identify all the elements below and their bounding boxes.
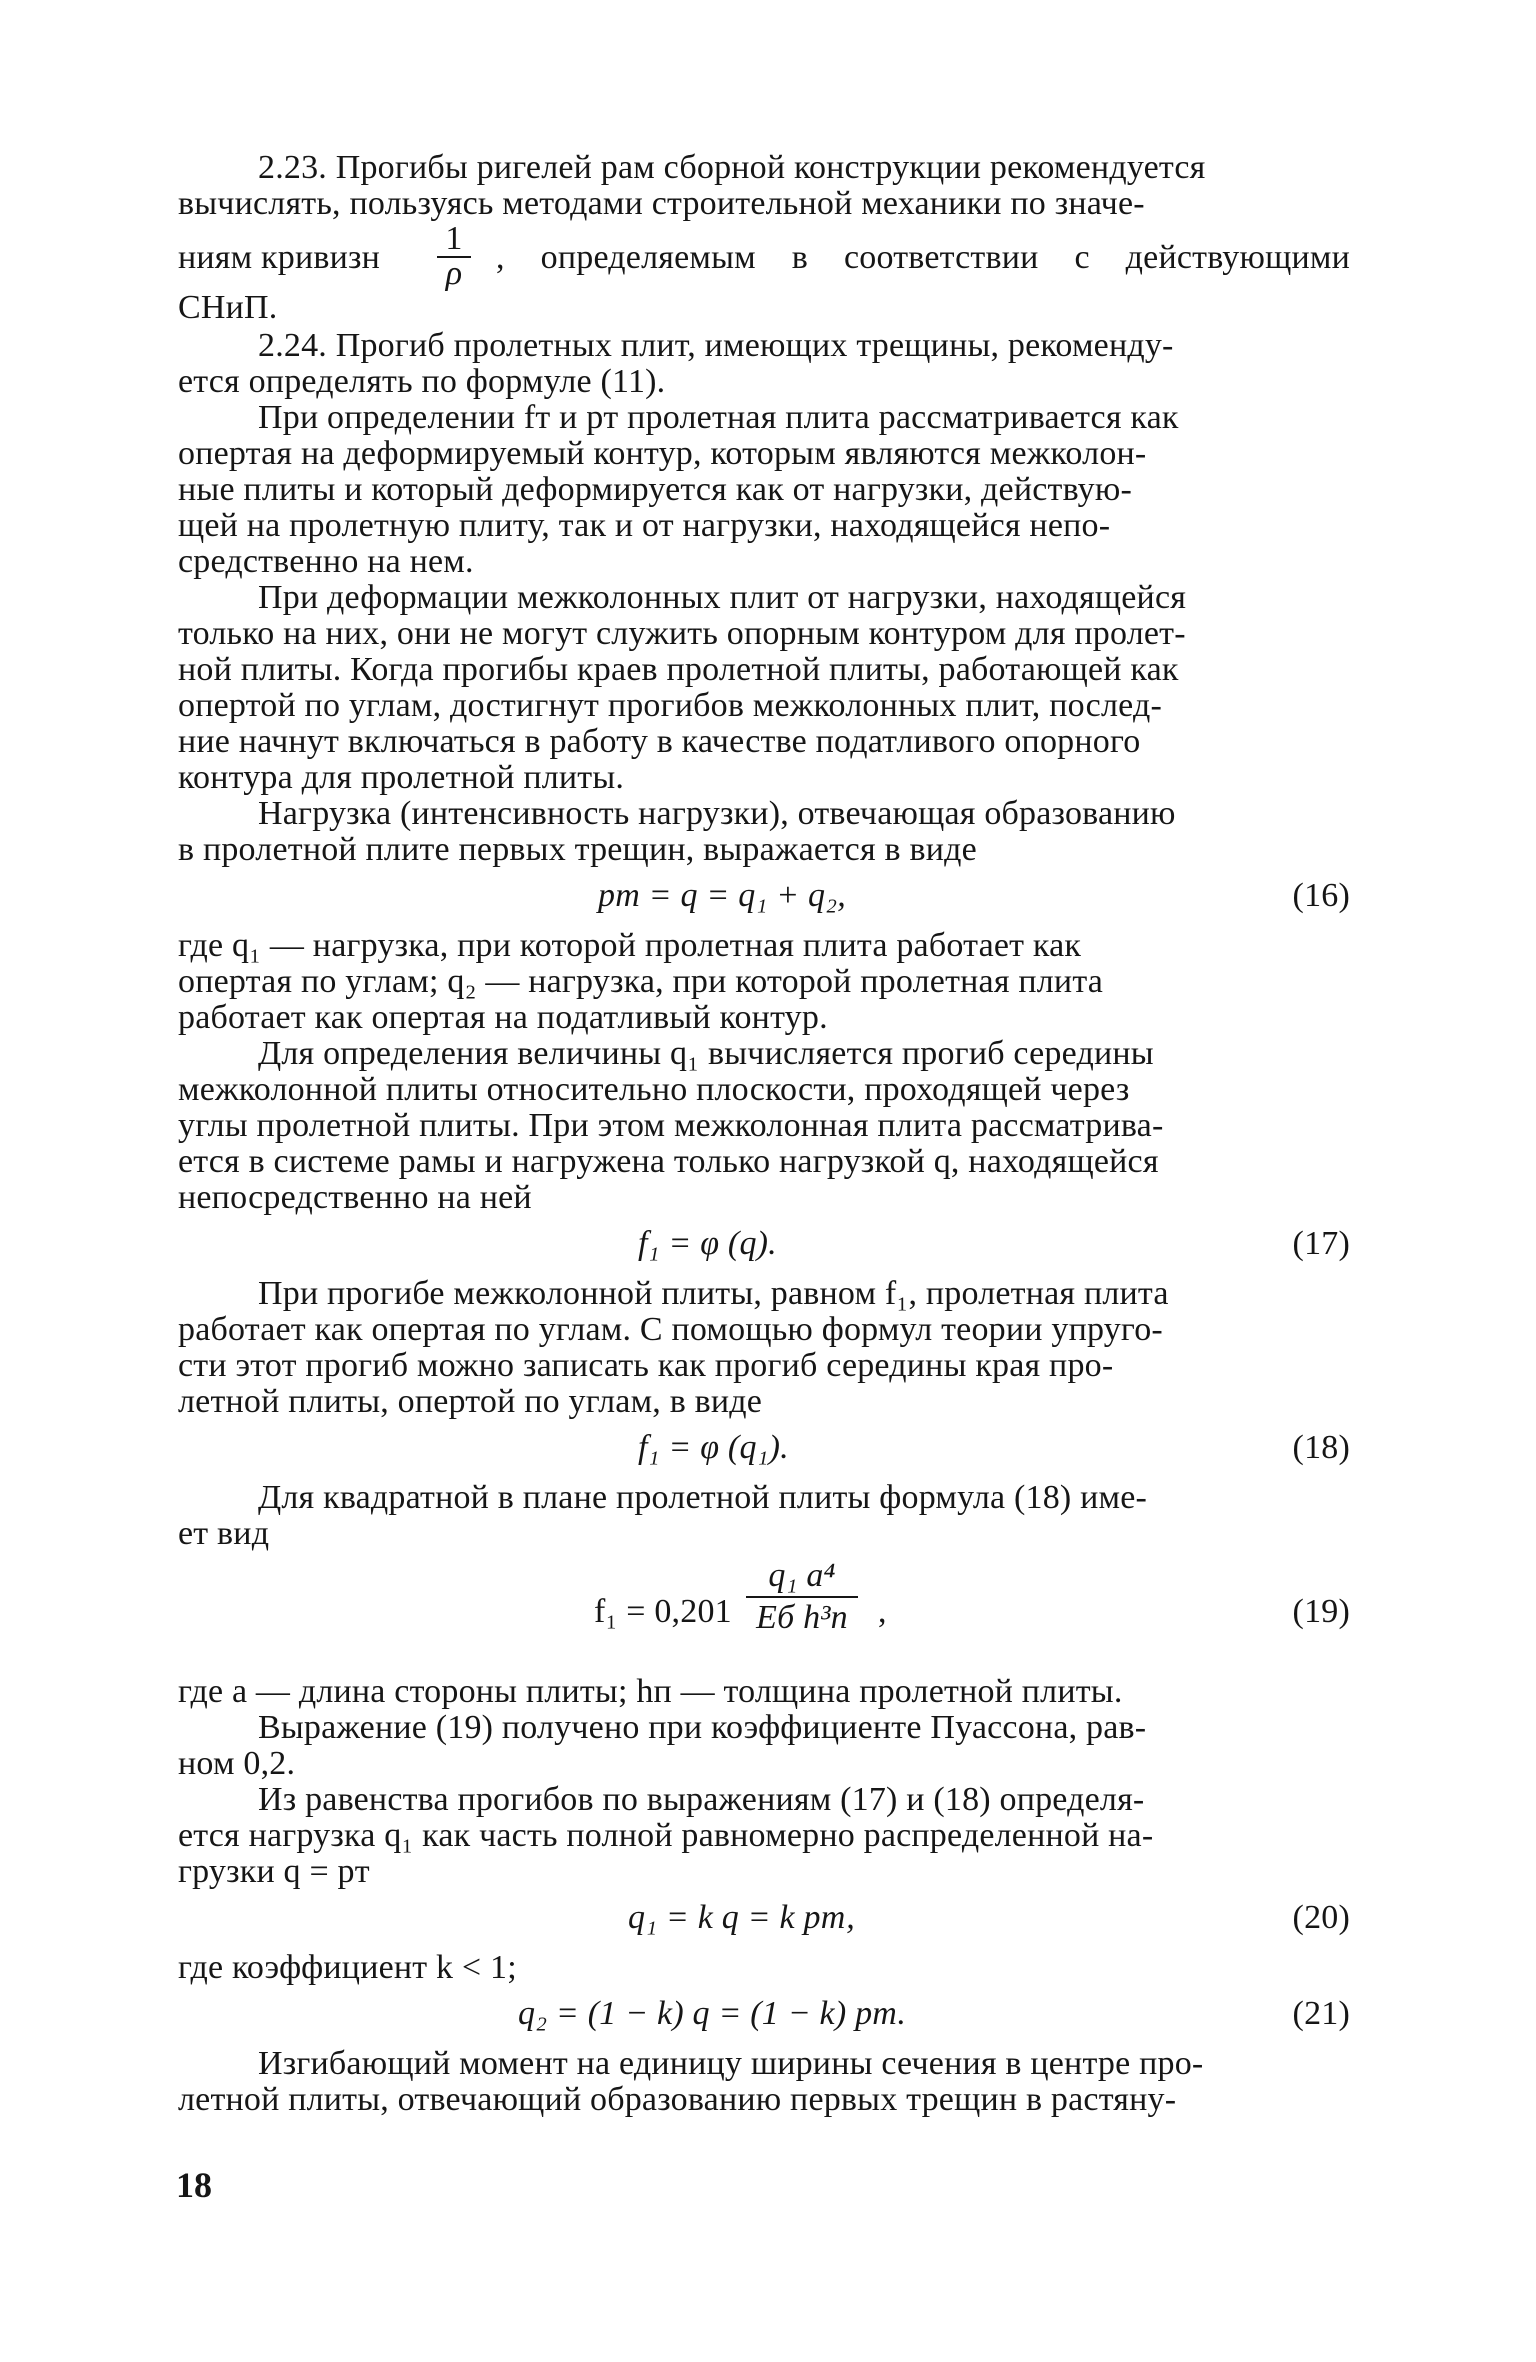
text-line: работает как опертая на податливый контур.: [178, 999, 828, 1036]
equation-expression: q₂ = (1 − k) q = (1 − k) pт.: [518, 1995, 907, 2032]
text-line: ном 0,2.: [178, 1745, 296, 1782]
paragraph-where-16: [178, 928, 1350, 1036]
text-line: где a — длина стороны плиты; hп — толщина пролетной плиты.: [178, 1673, 1123, 1710]
text-line: ется определять по формуле (11).: [178, 363, 666, 400]
text-line: контура для пролетной плиты.: [178, 759, 625, 796]
text-line: грузки q = pт: [178, 1853, 370, 1890]
text-line: межколонной плиты относительно плоскости, проходящей через: [178, 1071, 1130, 1108]
text-line: опертая на деформируемый контур, которым являются межколон-: [178, 435, 1147, 472]
text-line: только на них, они не могут служить опорным контуром для пролет-: [178, 615, 1186, 652]
equation-number: (16): [1292, 877, 1350, 914]
text-line: При деформации межколонных плит от нагрузки, находящейся: [258, 579, 1187, 616]
equation-comma: ,: [878, 1593, 887, 1630]
equation-17: [178, 1222, 1350, 1270]
equation-number: (20): [1292, 1899, 1350, 1936]
paragraph-q1: [178, 1036, 1350, 1216]
equation-20: [178, 1896, 1350, 1944]
equation-21: [178, 1992, 1350, 2040]
text-line: опертая по углам; q₂ — нагрузка, при которой пролетная плита: [178, 963, 1104, 1000]
equation-number: (21): [1292, 1995, 1350, 2032]
text-line: Для определения величины q₁ вычисляется прогиб середины: [258, 1035, 1154, 1072]
text-line: Изгибающий момент на единицу ширины сечения в центре про-: [258, 2045, 1204, 2082]
fraction-numerator: 1: [445, 220, 463, 257]
equation-number: (18): [1292, 1429, 1350, 1466]
paragraph-equality: [178, 1782, 1350, 1890]
text-line: работает как опертая по углам. С помощью формул теории упруго-: [178, 1311, 1163, 1348]
text-line: щей на пролетную плиту, так и от нагрузки, находящейся непо-: [178, 507, 1111, 544]
equation-expression: pт = q = q₁ + q₂,: [598, 877, 846, 914]
fraction-numerator: q₁ a⁴: [768, 1557, 836, 1594]
text-line: 2.24. Прогиб пролетных плит, имеющих трещины, рекоменду-: [258, 327, 1174, 364]
equation-expression: f₁ = φ (q).: [638, 1225, 777, 1262]
curvature-fraction: [426, 222, 482, 290]
fraction-denominator: ρ: [445, 255, 463, 292]
equation-18: [178, 1426, 1350, 1474]
curvature-line: [178, 222, 1350, 290]
paragraph-2-24: [178, 328, 1350, 400]
equation-lhs: f₁ = 0,201: [594, 1593, 732, 1630]
text-line: летной плиты, отвечающий образованию первых трещин в растяну-: [178, 2081, 1177, 2118]
text-line: СНиП.: [178, 289, 278, 326]
paragraph-2-23-end: [178, 290, 1350, 326]
page-number: 18: [176, 2165, 212, 2205]
text-line: ется нагрузка q₁ как часть полной равномерно распределенной на-: [178, 1817, 1154, 1854]
text-line: ет вид: [178, 1515, 270, 1552]
text-line: ется в системе рамы и нагружена только нагрузкой q, находящейся: [178, 1143, 1159, 1180]
text-line: сти этот прогиб можно записать как прогиб середины края про-: [178, 1347, 1114, 1384]
paragraph-f1: [178, 1276, 1350, 1420]
text-line: где коэффициент k < 1;: [178, 1949, 517, 1986]
text-line: средственно на нем.: [178, 543, 474, 580]
paragraph-square: [178, 1480, 1350, 1552]
text-line: в пролетной плите первых трещин, выражается в виде: [178, 831, 977, 868]
paragraph-coefficient: [178, 1950, 1350, 1986]
text-fragment: , определяемым в соответствии с действующими: [496, 239, 1350, 276]
text-fragment: ниям кривизн: [178, 239, 381, 276]
equation-number: (17): [1292, 1225, 1350, 1262]
text-line: Из равенства прогибов по выражениям (17) и (18) определя-: [258, 1781, 1145, 1818]
text-line: ной плиты. Когда прогибы краев пролетной плиты, работающей как: [178, 651, 1179, 688]
text-line: ние начнут включаться в работу в качестве податливого опорного: [178, 723, 1141, 760]
text-line: При определении fт и pт пролетная плита рассматривается как: [258, 399, 1179, 436]
equation-fraction: [746, 1558, 858, 1636]
fraction-bar: [746, 1596, 858, 1598]
text-line: При прогибе межколонной плиты, равном f₁, пролетная плита: [258, 1275, 1169, 1312]
text-line: вычислять, пользуясь методами строительной механики по значе-: [178, 185, 1145, 222]
text-line: 2.23. Прогибы ригелей рам сборной конструкции рекомендуется: [258, 149, 1206, 186]
body-text: [178, 150, 1350, 2118]
text-line: Выражение (19) получено при коэффициенте Пуассона, рав-: [258, 1709, 1147, 1746]
equation-16: [178, 874, 1350, 922]
paragraph-load: [178, 796, 1350, 868]
paragraph-definition: [178, 400, 1350, 580]
paragraph-where-19: [178, 1674, 1350, 1782]
text-line: летной плиты, опертой по углам, в виде: [178, 1383, 763, 1420]
text-line: непосредственно на ней: [178, 1179, 532, 1216]
equation-number: (19): [1292, 1593, 1350, 1630]
text-line: ные плиты и который деформируется как от нагрузки, действую-: [178, 471, 1133, 508]
text-line: где q₁ — нагрузка, при которой пролетная плита работает как: [178, 927, 1082, 964]
equation-expression: f₁ = φ (q₁).: [638, 1429, 789, 1466]
paragraph-moment: [178, 2046, 1350, 2118]
text-line: Для квадратной в плане пролетной плиты формула (18) име-: [258, 1479, 1148, 1516]
text-line: углы пролетной плиты. При этом межколонная плита рассматрива-: [178, 1107, 1164, 1144]
equation-19: [178, 1558, 1350, 1668]
fraction-denominator: Eб h³п: [756, 1599, 848, 1636]
text-line: опертой по углам, достигнут прогибов межколонных плит, послед-: [178, 687, 1162, 724]
text-line: Нагрузка (интенсивность нагрузки), отвечающая образованию: [258, 795, 1176, 832]
paragraph-deformation: [178, 580, 1350, 796]
paragraph-2-23: [178, 150, 1350, 222]
equation-expression: q₁ = k q = k pт,: [628, 1899, 855, 1936]
